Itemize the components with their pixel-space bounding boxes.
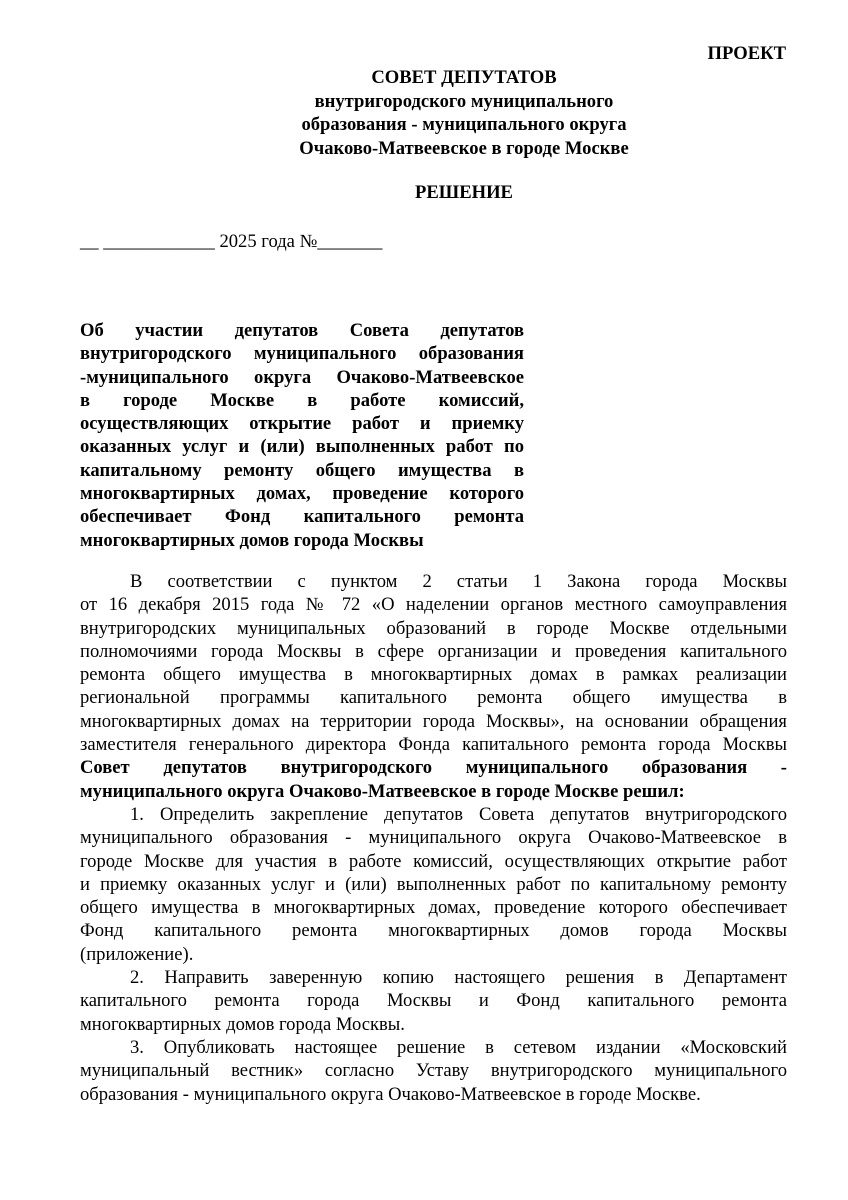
preamble-line: внутригородских муниципальных образований в городе Москве отдельными: [80, 617, 787, 639]
preamble-line: ремонта общего имущества в многоквартирных домах в рамках реализации: [80, 664, 787, 686]
resolved-line: Совет депутатов внутригородского муниципального образования -: [80, 757, 787, 779]
item-2: [80, 966, 787, 1036]
item-2-line: 2. Направить заверенную копию настоящего решения в Департамент: [130, 967, 787, 989]
item-1-line: городе Москве для участия в работе комиссий, осуществляющих открытие работ: [80, 850, 787, 872]
project-stamp: ПРОЕКТ: [707, 43, 786, 64]
item-3-line: 3. Опубликовать настоящее решение в сетевом издании «Московский: [130, 1036, 787, 1058]
preamble-line: от 16 декабря 2015 года № 72 «О наделении органов местного самоуправления: [80, 594, 787, 616]
document-type: РЕШЕНИЕ: [415, 182, 513, 203]
item-1-line: и приемку оказанных услуг и (или) выполненных работ по капитальному ремонту: [80, 873, 787, 895]
preamble-line: многоквартирных домах на территории города Москвы», на основании обращения: [80, 710, 787, 732]
header-line: внутригородского муниципального: [314, 90, 614, 112]
date-number-line: __ ____________ 2025 года №_______: [80, 231, 383, 252]
title-line: многоквартирных домов города Москвы: [80, 529, 424, 551]
decision-body: [80, 570, 787, 1106]
item-3-line: муниципальный вестник» согласно Уставу внутригородского муниципального: [80, 1060, 787, 1082]
title-line: в городе Москве в работе комиссий,: [80, 389, 524, 411]
resolved-line: муниципального округа Очаково-Матвеевское в городе Москве решил:: [80, 780, 685, 802]
title-line: обеспечивает Фонд капитального ремонта: [80, 506, 524, 528]
title-line: -муниципального округа Очаково-Матвеевское: [80, 366, 524, 388]
title-line: внутригородского муниципального образования: [80, 343, 524, 365]
item-2-line: многоквартирных домов города Москвы.: [80, 1013, 405, 1035]
item-1-line: общего имущества в многоквартирных домах, проведение которого обеспечивает: [80, 897, 787, 919]
council-header: [80, 66, 848, 160]
preamble-paragraph: [80, 570, 787, 803]
preamble-line: региональной программы капитального ремонта общего имущества в: [80, 687, 787, 709]
title-line: Об участии депутатов Совета депутатов: [80, 320, 524, 341]
header-line: образования - муниципального округа: [301, 114, 627, 135]
header-line: СОВЕТ ДЕПУТАТОВ: [371, 67, 557, 88]
item-1-line: 1. Определить закрепление депутатов Совета депутатов внутригородского: [130, 803, 787, 825]
item-1-line: Фонд капитального ремонта многоквартирных домов города Москвы: [80, 920, 787, 942]
item-3: [80, 1036, 787, 1106]
item-1: [80, 803, 787, 966]
header-line: Очаково-Матвеевское в городе Москве: [299, 137, 629, 159]
item-3-line: образования - муниципального округа Очаково-Матвеевское в городе Москве.: [80, 1083, 701, 1105]
item-1-line: (приложение).: [80, 943, 194, 965]
title-line: многоквартирных домах, проведение которого: [80, 483, 524, 505]
item-2-line: капитального ремонта города Москвы и Фонд капитального ремонта: [80, 990, 787, 1012]
preamble-line: полномочиями города Москвы в сфере организации и проведения капитального: [80, 640, 787, 662]
item-1-line: муниципального образования - муниципального округа Очаково-Матвеевское в: [80, 827, 787, 849]
title-line: осуществляющих открытие работ и приемку: [80, 413, 524, 435]
preamble-line: заместителя генерального директора Фонда капитального ремонта города Москвы: [80, 734, 787, 756]
decision-title: [80, 319, 524, 552]
title-line: оказанных услуг и (или) выполненных работ по: [80, 436, 524, 458]
preamble-line: В соответствии с пунктом 2 статьи 1 Закона города Москвы: [130, 571, 787, 592]
title-line: капитальному ремонту общего имущества в: [80, 459, 524, 481]
